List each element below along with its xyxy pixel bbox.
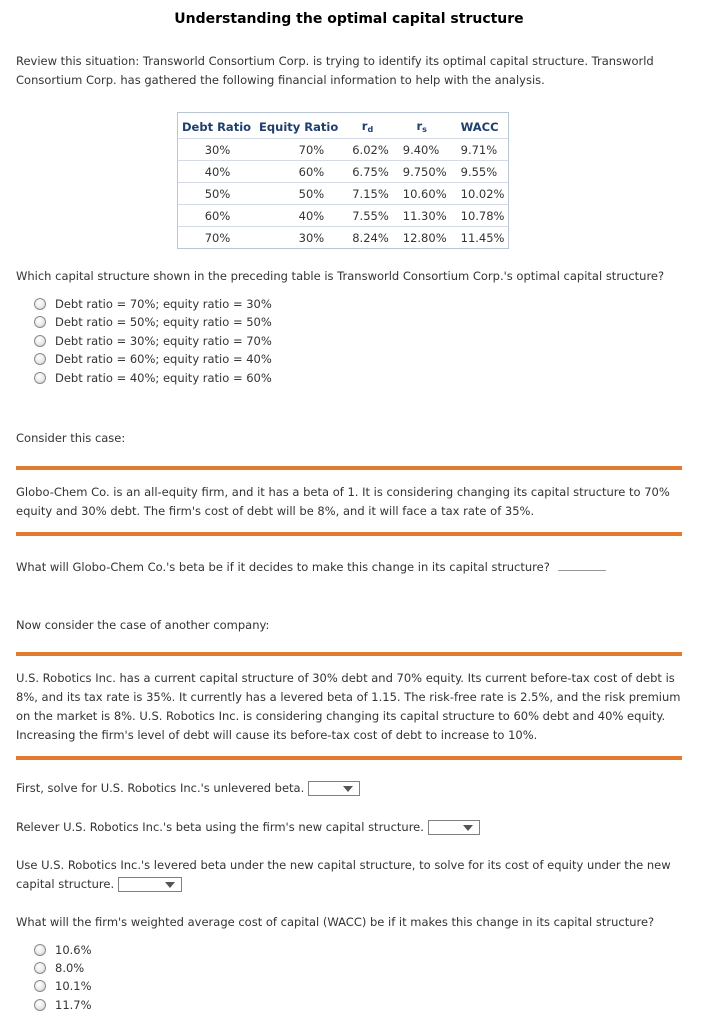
cost-of-equity-dropdown[interactable] [118,877,182,892]
case1-label: Consider this case: [16,431,126,445]
table-row [178,204,508,226]
radio-button-icon[interactable] [34,999,46,1011]
divider [16,756,682,760]
cell-equity: 50% [255,182,342,204]
relevered-beta-dropdown[interactable] [428,820,480,835]
q1-option[interactable] [34,313,272,331]
wacc-option-label: 10.6% [55,943,92,957]
cell-debt: 60% [178,204,255,226]
table-row [178,226,508,248]
radio-button-icon[interactable] [34,335,46,347]
table-row [178,182,508,204]
q1-option-label: Debt ratio = 30%; equity ratio = 70% [55,334,272,348]
cell-equity: 70% [255,138,342,160]
radio-button-icon[interactable] [34,372,46,384]
case2-text [16,669,686,745]
cell-rd: 8.24% [342,226,393,248]
step-3-line-1: Use U.S. Robotics Inc.'s levered beta under the new capital structure, to solve for its cost of equity under the new [16,858,671,872]
beta-answer-field[interactable] [558,556,606,571]
cell-wacc: 9.55% [451,160,509,182]
step-3-line-2 [16,875,686,894]
chevron-down-icon [343,786,353,792]
case2-line-2: 8%, and its tax rate is 35%. It currently has a levered beta of 1.15. The risk-free rate is 2.5%, and the risk premium [16,690,681,704]
case1-line-2: equity and 30% debt. The firm's cost of debt will be 8%, and it will face a tax rate of 35%. [16,504,535,518]
cell-equity: 40% [255,204,342,226]
wacc-option[interactable] [34,996,92,1014]
table-row [178,138,508,160]
capital-structure-table [177,112,509,249]
cell-wacc: 10.02% [451,182,509,204]
page-title: Understanding the optimal capital structure [174,11,524,27]
radio-button-icon[interactable] [34,980,46,992]
cell-wacc: 11.45% [451,226,509,248]
chevron-down-icon [463,825,473,831]
intro-line-2: Consortium Corp. has gathered the following financial information to help with the analysis. [16,73,545,87]
divider [16,532,682,536]
cell-rd: 6.75% [342,160,393,182]
cell-rs: 12.80% [393,226,451,248]
q1-option[interactable] [34,369,272,387]
cell-debt: 40% [178,160,255,182]
wacc-option-label: 10.1% [55,979,92,993]
divider [16,652,682,656]
cell-debt: 30% [178,138,255,160]
q1-option-label: Debt ratio = 50%; equity ratio = 50% [55,315,272,329]
q1-option-label: Debt ratio = 60%; equity ratio = 40% [55,352,272,366]
step-cost-of-equity [16,856,686,894]
cell-rs: 9.40% [393,138,451,160]
cell-wacc: 9.71% [451,138,509,160]
cell-wacc: 10.78% [451,204,509,226]
table-header-row [178,113,508,138]
radio-button-icon[interactable] [34,316,46,328]
step-3-line-2-text: capital structure. [16,877,115,891]
table-row [178,160,508,182]
case2-label: Now consider the case of another company: [16,618,270,632]
wacc-option[interactable] [34,941,92,959]
case2-line-1: U.S. Robotics Inc. has a current capital structure of 30% debt and 70% equity. Its current before-tax cost of debt is [16,671,675,685]
step-2-text: Relever U.S. Robotics Inc.'s beta using the firm's new capital structure. [16,820,424,834]
divider [16,466,682,470]
header-rd [342,113,393,138]
wacc-option-label: 8.0% [55,961,85,975]
case1-text [16,483,686,521]
cell-debt: 50% [178,182,255,204]
chevron-down-icon [165,882,175,888]
step-1-text: First, solve for U.S. Robotics Inc.'s unlevered beta. [16,781,305,795]
header-rs-main: r [416,119,423,133]
intro-text [16,52,686,90]
intro-line-1: Review this situation: Transworld Consortium Corp. is trying to identify its optimal capital structure. Transworld [16,54,654,68]
wacc-option[interactable] [34,959,84,977]
case2-line-3: on the market is 8%. U.S. Robotics Inc. is considering changing its capital structure to 60% debt and 40% equity. [16,709,666,723]
q1-option-label: Debt ratio = 40%; equity ratio = 60% [55,371,272,385]
header-rd-sub: d [367,125,374,134]
cell-rs: 11.30% [393,204,451,226]
wacc-option[interactable] [34,977,92,995]
step-unlevered-beta [16,779,686,798]
case2-line-4: Increasing the firm's level of debt will cause its before-tax cost of debt to increase to 10%. [16,728,538,742]
cell-debt: 70% [178,226,255,248]
cell-rs: 10.60% [393,182,451,204]
wacc-question: What will the firm's weighted average cost of capital (WACC) be if it makes this change in its capital structure? [16,915,655,929]
q1-option[interactable] [34,332,272,350]
case1-line-1: Globo-Chem Co. is an all-equity firm, and it has a beta of 1. It is considering changing its capital structure to 70% [16,485,670,499]
cell-rd: 6.02% [342,138,393,160]
radio-button-icon[interactable] [34,353,46,365]
header-rs [393,113,451,138]
header-debt-ratio: Debt Ratio [182,119,252,134]
q1-option[interactable] [34,295,272,313]
header-rd-main: r [361,119,368,133]
header-wacc: WACC [460,119,499,134]
cell-rd: 7.15% [342,182,393,204]
radio-button-icon[interactable] [34,962,46,974]
q1-text: Which capital structure shown in the preceding table is Transworld Consortium Corp.'s optimal capital structure? [16,269,665,283]
cell-equity: 30% [255,226,342,248]
header-equity-ratio: Equity Ratio [259,119,339,134]
unlevered-beta-dropdown[interactable] [308,781,360,796]
cell-rd: 7.55% [342,204,393,226]
radio-button-icon[interactable] [34,298,46,310]
q1-option-label: Debt ratio = 70%; equity ratio = 30% [55,297,272,311]
wacc-option-label: 11.7% [55,998,92,1012]
q1-option[interactable] [34,350,272,368]
radio-button-icon[interactable] [34,944,46,956]
step-relever-beta [16,818,686,837]
cell-rs: 9.750% [393,160,451,182]
case1-question-text: What will Globo-Chem Co.'s beta be if it decides to make this change in its capital structure? [16,560,550,574]
case1-question [16,556,686,577]
cell-equity: 60% [255,160,342,182]
header-rs-sub: s [422,125,427,134]
